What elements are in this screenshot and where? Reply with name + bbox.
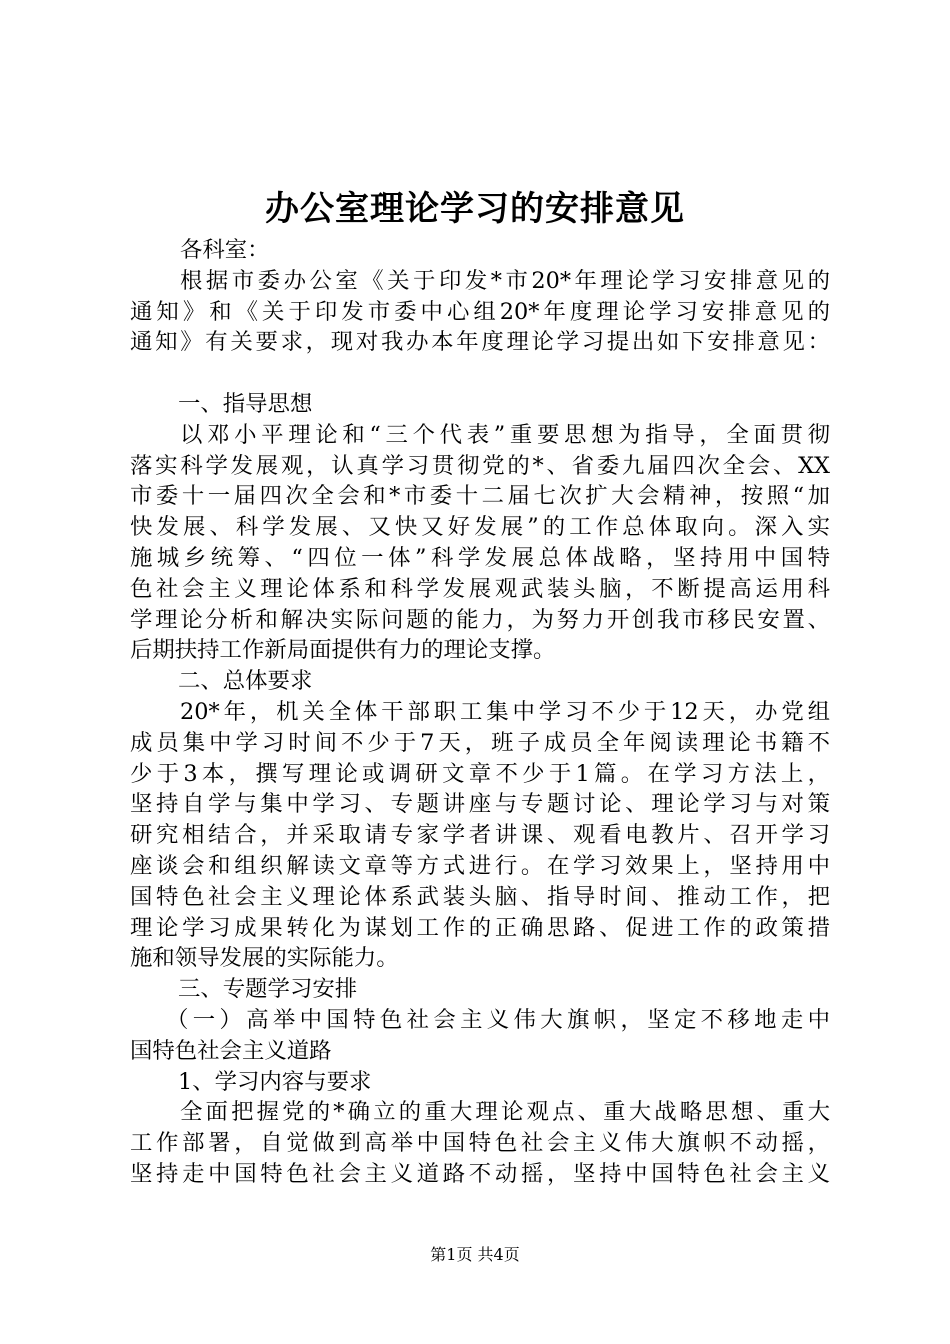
paragraph-line: 根据市委办公室《关于印发*市20*年理论学习安排意见的 (180, 267, 830, 294)
paragraph-line: 施和领导发展的实际能力。 (130, 945, 399, 972)
paragraph-line: 全面把握党的*确立的重大理论观点、重大战略思想、重大 (180, 1099, 830, 1126)
paragraph-line: 坚持走中国特色社会主义道路不动摇，坚持中国特色社会主义 (130, 1160, 830, 1187)
paragraph-line: 坚持自学与集中学习、专题讲座与专题讨论、理论学习与对策 (130, 791, 830, 818)
paragraph-line: 国特色社会主义理论体系武装头脑、指导时间、推动工作，把 (130, 883, 830, 910)
paragraph-line: 落实科学发展观，认真学习贯彻党的*、省委九届四次全会、XX (130, 452, 830, 479)
paragraph-line: 快发展、科学发展、又快又好发展”的工作总体取向。深入实 (130, 514, 830, 541)
section-heading: 二、总体要求 (178, 668, 313, 695)
section-heading: 三、专题学习安排 (178, 976, 358, 1003)
paragraph-line: 20*年，机关全体干部职工集中学习不少于12天，办党组 (180, 698, 830, 725)
paragraph-line: 座谈会和组织解读文章等方式进行。在学习效果上，坚持用中 (130, 852, 830, 879)
item-heading: 1、学习内容与要求 (178, 1068, 372, 1095)
page-footer: 第1页 共4页 (430, 1245, 520, 1264)
blank-line (130, 358, 830, 389)
paragraph-line: 色社会主义理论体系和科学发展观武装头脑，不断提高运用科 (130, 575, 830, 602)
paragraph-line: 工作部署，自觉做到高举中国特色社会主义伟大旗帜不动摇， (130, 1130, 830, 1157)
section-heading: 一、指导思想 (178, 390, 313, 417)
paragraph-line: 通知》和《关于印发市委中心组20*年度理论学习安排意见的 (130, 298, 830, 325)
paragraph-line: 市委十一届四次全会和*市委十二届七次扩大会精神，按照“加 (130, 483, 830, 510)
paragraph-line: 通知》有关要求，现对我办本年度理论学习提出如下安排意见： (130, 329, 830, 356)
paragraph-line: 以邓小平理论和“三个代表”重要思想为指导，全面贯彻 (180, 421, 830, 448)
paragraph-line: 研究相结合，并采取请专家学者讲课、观看电教片、召开学习 (130, 822, 830, 849)
subsection-heading: 国特色社会主义道路 (130, 1037, 332, 1064)
paragraph-line: 少于3本，撰写理论或调研文章不少于1篇。在学习方法上， (130, 760, 830, 787)
paragraph-line: 学理论分析和解决实际问题的能力，为努力开创我市移民安置、 (130, 606, 830, 633)
paragraph-line: 理论学习成果转化为谋划工作的正确思路、促进工作的政策措 (130, 914, 830, 941)
paragraph-line: 后期扶持工作新局面提供有力的理论支撑。 (130, 637, 556, 664)
paragraph-line: 施城乡统筹、“四位一体”科学发展总体战略，坚持用中国特 (130, 544, 830, 571)
subsection-heading: （一）高举中国特色社会主义伟大旗帜，坚定不移地走中 (166, 1006, 830, 1033)
paragraph-line: 成员集中学习时间不少于7天，班子成员全年阅读理论书籍不 (130, 729, 830, 756)
salutation: 各科室： (180, 237, 270, 263)
document-title: 办公室理论学习的安排意见 (265, 189, 685, 229)
document-body (130, 235, 830, 1190)
